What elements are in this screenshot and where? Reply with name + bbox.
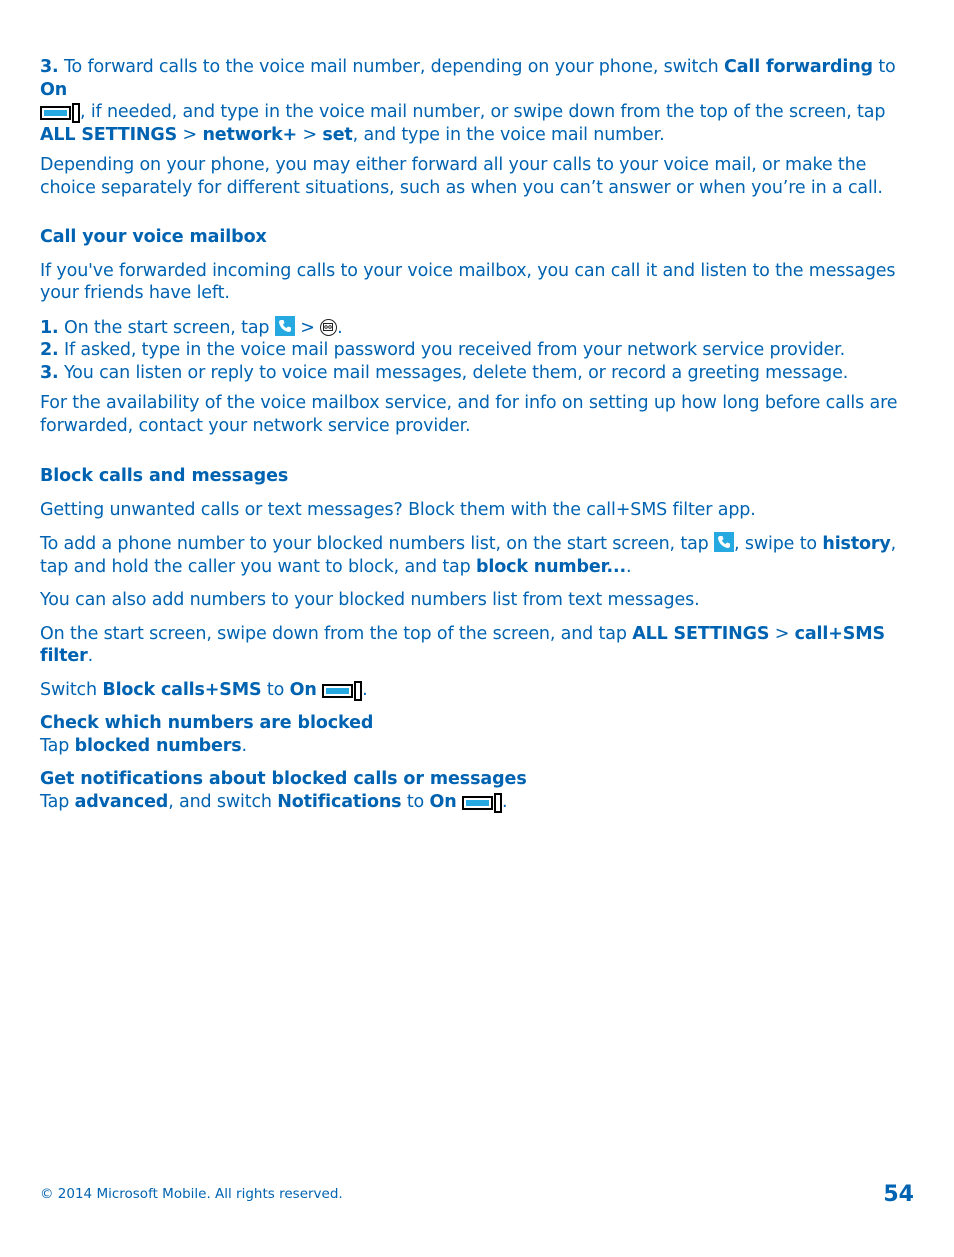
page-content xyxy=(40,56,918,813)
footer-copyright: © 2014 Microsoft Mobile. All rights reserved. xyxy=(40,1186,343,1202)
paragraph-depending: Depending on your phone, you may either forward all your calls to your voice mail, or make the choice separately for different situations, such as when you can’t answer or when you’re in a call. xyxy=(40,155,883,198)
voicemail-steps: 1. On the start screen, tap > . 2. If asked, type in the voice mail password you received from your network service provider. 3. You can listen or reply to voice mail messages, delete them, or record a greeting message. xyxy=(40,317,849,383)
toggle-on-icon xyxy=(322,684,362,698)
phone-tile-icon xyxy=(275,316,295,336)
heading-check-blocked: Check which numbers are blocked xyxy=(40,713,374,733)
step-3-forward: 3. To forward calls to the voice mail number, depending on your phone, switch Call forwarding to On , if needed, and type in the voice mail number, or swipe down from the top of the screen, tap ALL SETTINGS > network+ > set, and type in the voice mail number. xyxy=(40,57,896,145)
voicemail-icon xyxy=(320,319,337,336)
paragraph-start-screen: On the start screen, swipe down from the top of the screen, and tap ALL SETTINGS > call+SMS filter. xyxy=(40,623,885,666)
paragraph-switch: Switch Block calls+SMS to On . xyxy=(40,679,368,700)
paragraph-add-number: To add a phone number to your blocked numbers list, on the start screen, tap , swipe to history, tap and hold the caller you want to block, and tap block number.... xyxy=(40,534,897,577)
phone-tile-icon xyxy=(714,532,734,552)
heading-notifications: Get notifications about blocked calls or messages xyxy=(40,769,527,789)
paragraph-unwanted: Getting unwanted calls or text messages? Block them with the call+SMS filter app. xyxy=(40,499,756,520)
heading-voice-mailbox: Call your voice mailbox xyxy=(40,227,267,247)
paragraph-also: You can also add numbers to your blocked numbers list from text messages. xyxy=(40,590,700,610)
page-number: 54 xyxy=(883,1182,914,1207)
paragraph-check: Tap blocked numbers. xyxy=(40,735,247,756)
paragraph-if-forwarded: If you've forwarded incoming calls to your voice mailbox, you can call it and listen to the messages your friends have left. xyxy=(40,260,896,303)
toggle-on-icon xyxy=(40,106,80,120)
heading-block-calls: Block calls and messages xyxy=(40,466,289,486)
paragraph-availability: For the availability of the voice mailbox service, and for info on setting up how long before calls are forwarded, contact your network service provider. xyxy=(40,393,898,436)
toggle-on-icon xyxy=(462,796,502,810)
paragraph-notify: Tap advanced, and switch Notifications to On . xyxy=(40,791,508,812)
